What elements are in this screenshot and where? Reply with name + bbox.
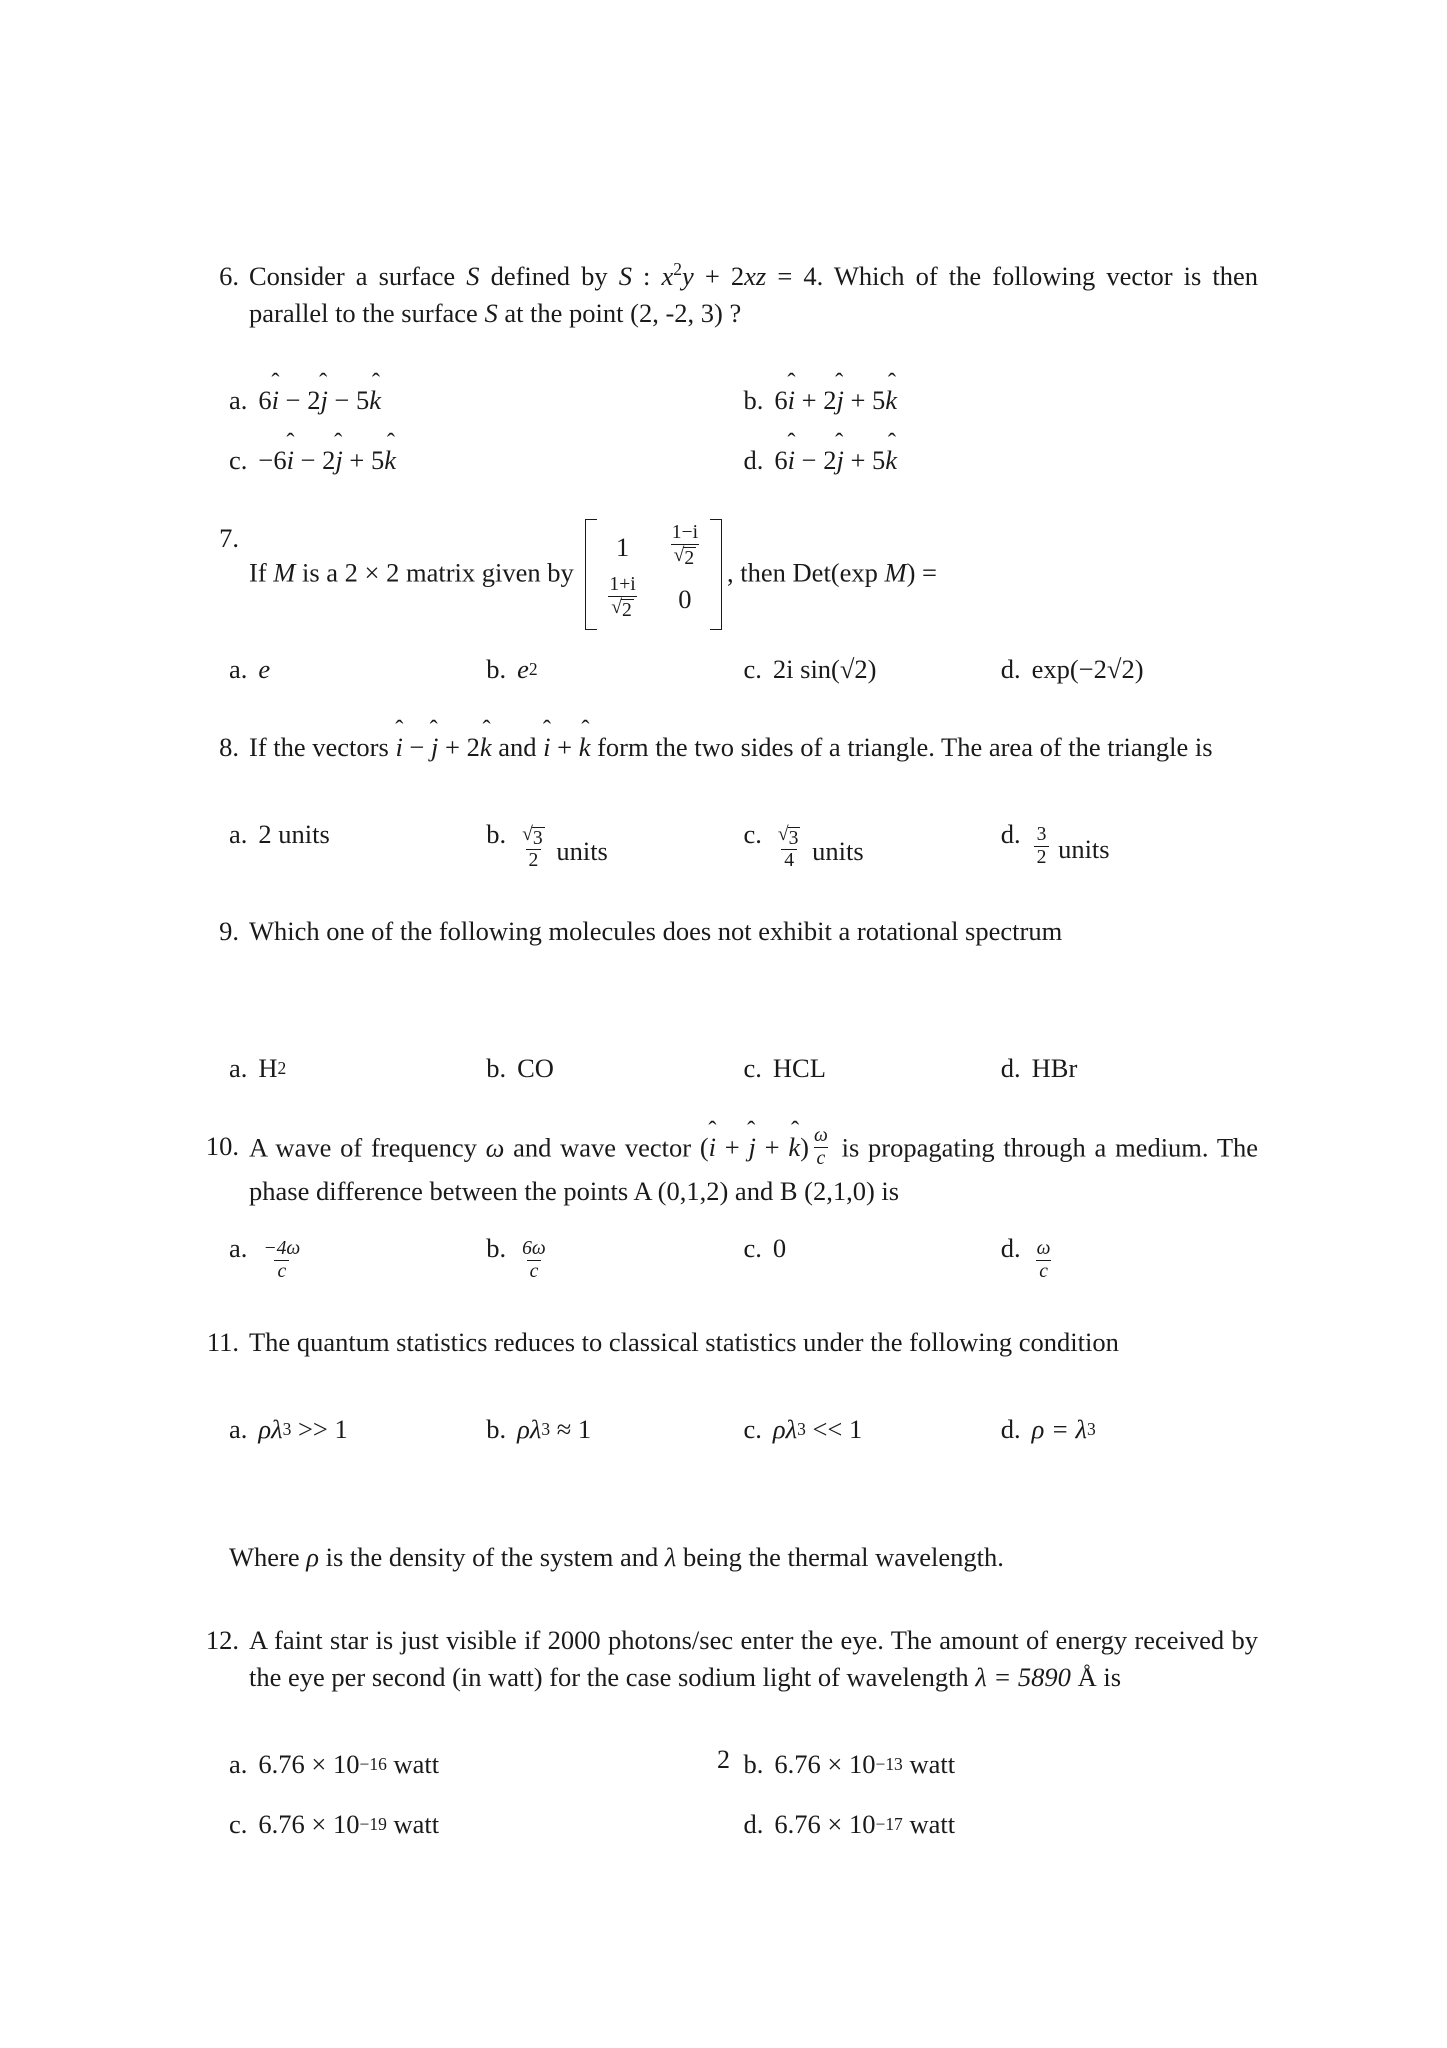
question-7 (193, 520, 1258, 631)
question-stem (249, 258, 1258, 332)
k-hat-icon: k ˆ (480, 729, 492, 766)
option-value: exp(−2√2) (1031, 653, 1144, 684)
j-hat-icon: j ˆ (836, 378, 843, 422)
option-letter: c. (743, 653, 762, 684)
colon: : (643, 261, 651, 291)
option-value: $\frac{3}{2}$ units (1032, 827, 1110, 872)
stem-text: form the two sides of a triangle. The area of the triangle is (597, 731, 1213, 762)
option-c[interactable] (229, 438, 744, 482)
sqrt-icon: √ 2 (611, 596, 632, 622)
option-letter: c. (743, 818, 762, 849)
option-b[interactable] (744, 378, 1259, 422)
fraction (519, 824, 548, 872)
option-c[interactable] (744, 812, 1001, 875)
option-letter: d. (1000, 1413, 1021, 1444)
bracket-left-icon (585, 519, 597, 630)
option-a[interactable] (229, 1046, 486, 1090)
fraction: $\frac{\omega}{c}$ (1036, 1238, 1051, 1283)
question-list (193, 258, 1258, 1860)
stem-text: Consider a surface (249, 261, 456, 291)
option-d[interactable] (1001, 1226, 1258, 1286)
sqrt-icon: √ 3 (777, 824, 799, 849)
denominator: 4 (781, 849, 797, 872)
j-hat-icon: j ˆ (335, 438, 342, 482)
question-6-options-row-2 (193, 438, 1258, 482)
option-letter: d. (1000, 653, 1021, 684)
rho-symbol: ρ (306, 1541, 319, 1572)
option-value (517, 1238, 551, 1286)
numerator: 1+i (609, 573, 636, 595)
equation-rhs: = 4. (777, 261, 824, 291)
surface-symbol: S (466, 261, 480, 291)
option-value: 6 i ˆ + 2 j ˆ + 5 k ˆ (774, 378, 897, 422)
fraction: $\frac{-4\omega}{c}$ (263, 1238, 301, 1283)
option-letter: d. (743, 445, 764, 475)
option-a[interactable] (229, 812, 486, 875)
option-value: ρλ 3 >> 1 (258, 1413, 348, 1444)
fraction (1034, 824, 1050, 869)
stem-text: at the point (2, -2, 3) ? (504, 298, 742, 328)
option-value: HBr (1031, 1052, 1078, 1083)
option-letter: a. (229, 1748, 248, 1779)
stem-text: is propagating through a medium. The phase difference between the points A (0,1,2) and B (2,1,0) is (249, 1132, 1259, 1206)
question-12 (193, 1622, 1258, 1696)
option-d[interactable] (1001, 812, 1258, 875)
question-10 (193, 1125, 1259, 1210)
surface-symbol: S (484, 298, 498, 328)
denominator: 2 (1034, 846, 1050, 869)
equation-exponent: 2 (673, 259, 683, 280)
option-a[interactable] (229, 1226, 486, 1286)
bracket-right-icon (710, 519, 722, 630)
question-11-options (193, 1407, 1258, 1451)
stem-text: is a 2 × 2 matrix given by (301, 557, 574, 588)
question-stem: The quantum statistics reduces to classical statistics under the following condition (249, 1326, 1119, 1357)
i-hat-icon: i ˆ (788, 378, 795, 422)
option-letter: b. (486, 1232, 507, 1263)
option-value: ρλ 3 ≈ 1 (517, 1413, 592, 1444)
option-value: 6 i ˆ − 2 j ˆ + 5 k ˆ (774, 438, 897, 482)
fraction: $\frac{6\omega}{c}$ (522, 1238, 546, 1283)
option-value: √ 3 2 units (517, 827, 608, 875)
question-number: 8. (219, 731, 239, 762)
option-value: ρ = λ 3 (1031, 1413, 1096, 1444)
stem-text: and wave vector (513, 1132, 692, 1163)
option-c[interactable] (744, 1407, 1001, 1451)
fraction: $\frac{\omega}{c}$ (813, 1125, 828, 1170)
question-number: 9. (219, 915, 239, 946)
option-value: √ 3 4 units (773, 827, 864, 875)
matrix-cell-a22: 0 (678, 584, 692, 615)
question-stem: If the vectors i ˆ − j ˆ + 2k ˆ and i ˆ + k ˆ form the two sides of a triangle. The area of the triangle is (249, 729, 1258, 766)
question-6 (193, 258, 1258, 332)
option-d[interactable] (744, 1802, 1259, 1846)
k-hat-icon: k ˆ (369, 378, 381, 422)
stem-text: If (249, 557, 267, 588)
i-hat-icon: i ˆ (395, 729, 402, 766)
option-c[interactable] (744, 1226, 1001, 1286)
matrix-symbol: M (884, 557, 907, 588)
option-letter: a. (229, 385, 248, 415)
option-b[interactable] (486, 1407, 743, 1451)
option-b[interactable] (486, 812, 743, 875)
equation-plus: + 2 (704, 261, 745, 291)
stem-text: defined by (490, 261, 608, 291)
numerator: 1−i (671, 521, 699, 543)
option-b[interactable] (486, 1046, 743, 1090)
option-letter: a. (229, 1052, 248, 1083)
option-value: 6.76 × 10 −16 watt (258, 1748, 440, 1779)
option-a[interactable] (229, 1407, 486, 1451)
option-c[interactable] (744, 1046, 1001, 1090)
option-value: 6.76 × 10 −17 watt (774, 1808, 956, 1839)
option-d[interactable] (1001, 1407, 1258, 1451)
i-hat-icon: i ˆ (287, 438, 294, 482)
option-value: e 2 (517, 653, 538, 684)
option-letter: c. (229, 1808, 248, 1839)
i-hat-icon: i ˆ (272, 378, 279, 422)
j-hat-icon: j ˆ (749, 1129, 756, 1166)
equation-xz: xz (744, 261, 767, 291)
stem-text: ) = (906, 557, 938, 588)
option-letter: c. (743, 1413, 762, 1444)
k-hat-icon: k ˆ (788, 1129, 800, 1166)
stem-text: If the vectors (249, 731, 389, 762)
k-hat-icon: k ˆ (885, 378, 897, 422)
question-8-options (193, 812, 1258, 875)
matrix-cell-a21 (606, 574, 638, 622)
option-a[interactable] (229, 647, 486, 691)
numerator (775, 824, 804, 849)
question-number: 11. (206, 1326, 239, 1357)
matrix-cell-a11: 1 (615, 532, 630, 563)
j-hat-icon: j ˆ (836, 438, 843, 482)
question-7-options (193, 647, 1258, 691)
option-letter: c. (743, 1232, 762, 1263)
option-letter: b. (486, 1413, 507, 1444)
option-letter: a. (229, 1232, 248, 1263)
option-letter: d. (743, 1808, 764, 1839)
stem-text: and (498, 731, 537, 762)
option-b[interactable] (486, 1226, 743, 1286)
sqrt-icon: √ 3 (522, 824, 543, 849)
omega-symbol: ω (485, 1132, 505, 1163)
option-value: e (258, 653, 271, 684)
option-letter: d. (1000, 1052, 1021, 1083)
option-d[interactable] (744, 438, 1259, 482)
option-letter: a. (229, 1413, 248, 1444)
option-value: 6.76 × 10 −13 watt (774, 1748, 956, 1779)
option-a[interactable] (229, 378, 744, 422)
denominator (671, 544, 700, 570)
question-stem: Which one of the following molecules does not exhibit a rotational spectrum (249, 915, 1063, 946)
stem-text: A wave of frequency (249, 1132, 477, 1163)
question-8 (193, 729, 1258, 766)
question-number: 7. (219, 523, 239, 553)
option-value: 6.76 × 10 −19 watt (258, 1808, 440, 1839)
option-value: H 2 (258, 1052, 287, 1083)
option-value: 2 units (258, 818, 330, 849)
option-letter: b. (486, 653, 507, 684)
surface-symbol: S (618, 261, 632, 291)
option-value: 0 (772, 1232, 787, 1263)
option-letter: d. (1000, 818, 1021, 849)
i-hat-icon: i ˆ (788, 438, 795, 482)
question-stem (249, 1125, 1259, 1210)
j-hat-icon: j ˆ (431, 729, 438, 766)
option-value (1032, 1238, 1056, 1286)
option-c[interactable] (229, 1802, 744, 1846)
wavelength-value: λ = 5890 (975, 1661, 1071, 1692)
numerator: 3 (1036, 824, 1047, 846)
question-10-options (193, 1226, 1258, 1286)
question-stem (249, 520, 1258, 631)
option-value: ρλ 3 << 1 (772, 1413, 863, 1444)
matrix-2x2 (585, 519, 722, 630)
fraction (775, 824, 804, 872)
question-9-options (193, 1046, 1258, 1090)
j-hat-icon: j ˆ (320, 378, 327, 422)
option-value: 6 i ˆ − 2 j ˆ − 5 k ˆ (258, 378, 381, 422)
k-hat-icon: k ˆ (384, 438, 396, 482)
question-11 (193, 1324, 1258, 1361)
option-c[interactable] (744, 647, 1001, 691)
wave-vector: (i ˆ + j ˆ + k ˆ) $\frac{\omega}{c}$ (700, 1132, 833, 1162)
lambda-symbol: λ (664, 1541, 677, 1572)
k-hat-icon: k ˆ (579, 729, 591, 766)
stem-text: is (1103, 1661, 1122, 1692)
matrix-cell-a12 (669, 522, 701, 570)
stem-text: , then Det(exp (727, 557, 878, 588)
equation-x: x (661, 261, 674, 291)
option-letter: b. (486, 1052, 507, 1083)
option-letter: b. (743, 1748, 764, 1779)
option-value (258, 1238, 305, 1286)
i-hat-icon: i ˆ (709, 1129, 716, 1166)
question-stem (249, 1622, 1258, 1696)
option-letter: a. (229, 818, 248, 849)
option-value: 2i sin(√2) (772, 653, 877, 684)
option-value: HCL (772, 1052, 826, 1083)
option-letter: d. (1000, 1232, 1021, 1263)
option-letter: b. (486, 818, 507, 849)
option-b[interactable] (486, 647, 743, 691)
matrix-symbol: M (273, 557, 296, 588)
question-11-note: Where ρ is the density of the system and λ being the thermal wavelength. (229, 1541, 1004, 1572)
equation-y: y (682, 261, 694, 291)
sqrt-icon: √ 2 (673, 544, 695, 569)
option-letter: c. (743, 1052, 762, 1083)
option-value: −6 i ˆ − 2 j ˆ + 5 k ˆ (258, 438, 396, 482)
page-number: 2 (717, 1745, 730, 1774)
stem-text: A faint star is just visible if 2000 photons/sec enter the eye. The amount of energy received by the eye per second (in watt) for the case sodium light of wavelength (249, 1624, 1258, 1692)
i-hat-icon: i ˆ (543, 729, 550, 766)
denominator: 2 (526, 849, 542, 872)
option-d[interactable] (1001, 647, 1258, 691)
k-hat-icon: k ˆ (885, 438, 897, 482)
numerator (519, 824, 548, 849)
question-number: 12. (205, 1624, 239, 1655)
option-letter: a. (229, 653, 248, 684)
option-value: CO (517, 1052, 554, 1083)
angstrom-unit: Å (1077, 1661, 1097, 1692)
question-9 (193, 913, 1258, 950)
question-number: 6. (219, 261, 239, 291)
option-d[interactable] (1001, 1046, 1258, 1090)
denominator (608, 596, 637, 622)
question-6-options-row-1 (193, 378, 1258, 422)
option-letter: c. (229, 445, 248, 475)
question-12-options-row-2 (193, 1802, 1258, 1846)
option-letter: b. (743, 385, 764, 415)
stem-text: Which of the following vector is then parallel to the surface (249, 261, 1259, 328)
question-number: 10. (205, 1130, 239, 1161)
